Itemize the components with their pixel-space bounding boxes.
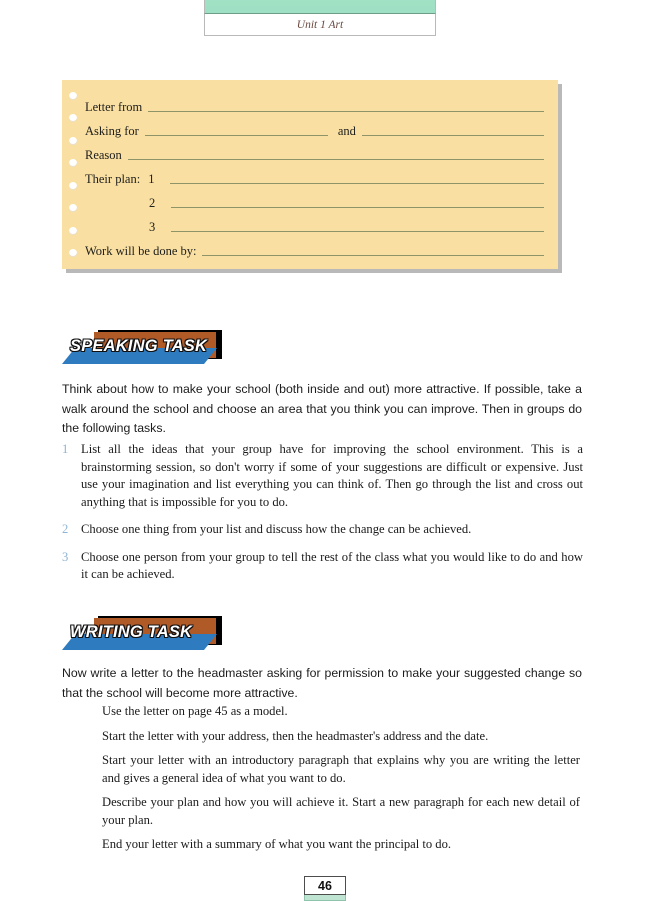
- unit-1-art-photo: [204, 0, 436, 14]
- note-row-number: 1: [148, 172, 155, 186]
- note-blank-line[interactable]: [170, 182, 544, 184]
- note-row-label: Work will be done by:: [85, 244, 197, 258]
- punch-hole-icon: [69, 137, 77, 145]
- note-blank-line[interactable]: [362, 134, 544, 136]
- punch-hole-icon: [69, 204, 77, 212]
- writing-task-bullets: [88, 703, 580, 861]
- note-blank-line[interactable]: [171, 206, 544, 208]
- list-item-text: Choose one thing from your list and discuss how the change can be achieved.: [81, 522, 472, 536]
- note-blank-line[interactable]: [171, 230, 544, 232]
- list-item-number: 1: [62, 442, 69, 456]
- note-row-conjunction: and: [337, 124, 356, 138]
- list-item-number: 3: [62, 549, 69, 564]
- bullet-dot-icon: [88, 703, 102, 721]
- note-row-label: Their plan:: [85, 172, 141, 186]
- note-blank-line[interactable]: [145, 134, 328, 136]
- note-taking-worksheet: [62, 80, 558, 269]
- note-blank-line[interactable]: [128, 158, 544, 160]
- list-item-number: 2: [62, 522, 69, 536]
- punch-hole-icon: [69, 92, 77, 100]
- list-item: [88, 703, 580, 721]
- list-item: [88, 728, 580, 746]
- notepad-sheet: [62, 80, 558, 269]
- list-item: [88, 794, 580, 829]
- punch-hole-icon: [69, 182, 77, 190]
- bullet-dot-icon: [88, 752, 102, 787]
- list-item: [88, 752, 580, 787]
- speaking-task-label: SPEAKING TASK: [70, 337, 208, 355]
- note-row-label: Asking for: [85, 124, 139, 138]
- list-item: [62, 521, 583, 539]
- page-footer: [304, 876, 346, 901]
- list-item: [62, 549, 583, 584]
- list-item-text: Start your letter with an introductory paragraph that explains why you are writing the letter and gives a general idea of what you want to do.: [102, 753, 580, 785]
- bullet-dot-icon: [88, 728, 102, 746]
- punch-hole-icon: [69, 114, 77, 122]
- page-number: 46: [304, 876, 346, 895]
- list-item-text: Start the letter with your address, then the headmaster's address and the date.: [102, 728, 489, 743]
- punch-hole-icon: [69, 159, 77, 167]
- list-item-text: Describe your plan and how you will achieve it. Start a new paragraph for each new detail of your plan.: [102, 795, 580, 827]
- note-row: [85, 212, 544, 236]
- writing-task-label: WRITING TASK: [70, 623, 193, 641]
- bullet-dot-icon: [88, 794, 102, 829]
- note-row-number: 2: [149, 196, 156, 210]
- list-item: [62, 441, 583, 511]
- note-row: [85, 164, 544, 188]
- note-blank-line[interactable]: [148, 110, 544, 112]
- list-item-text: List all the ideas that your group have for improving the school environment. This is a brainstorming session, so don't worry if some of your suggestions are difficult or expensive. Just use your imagination and list everything you can think of. Then go through the list and cross out anything that is impossible for you to do.: [81, 442, 583, 509]
- list-item-text: End your letter with a summary of what you want the principal to do.: [102, 837, 452, 851]
- bullet-dot-icon: [88, 836, 102, 854]
- notepad-rows: [85, 92, 544, 259]
- note-row: [85, 92, 544, 116]
- punch-hole-icon: [69, 249, 77, 257]
- punch-hole-icon: [69, 227, 77, 235]
- speaking-task-intro: Think about how to make your school (both inside and out) more attractive. If possible, take a walk around the school and choose an area that you think you can improve. Then in groups do the following tasks.: [62, 382, 582, 435]
- speaking-task-banner: [62, 330, 222, 368]
- note-row: [85, 188, 544, 212]
- speaking-task-list: [62, 441, 583, 594]
- note-row-label: Letter from: [85, 100, 143, 114]
- list-item-text: Choose one person from your group to tell the rest of the class what you would like to do and how it can be achieved.: [81, 549, 583, 581]
- unit-figure: [204, 0, 436, 36]
- note-row: [85, 236, 544, 260]
- note-blank-line[interactable]: [202, 254, 544, 256]
- punch-hole-strip: [68, 92, 82, 257]
- list-item-text: Use the letter on page 45 as a model.: [102, 704, 288, 718]
- note-row: [85, 140, 544, 164]
- note-row-label: Reason: [85, 148, 122, 162]
- note-row-number: 3: [149, 220, 156, 234]
- note-row: [85, 116, 544, 140]
- writing-task-intro: Now write a letter to the headmaster asking for permission to make your suggested change so that the school will become more attractive.: [62, 666, 582, 700]
- list-item: [88, 836, 580, 854]
- writing-task-banner: [62, 616, 222, 654]
- figure-caption: Unit 1 Art: [204, 14, 436, 36]
